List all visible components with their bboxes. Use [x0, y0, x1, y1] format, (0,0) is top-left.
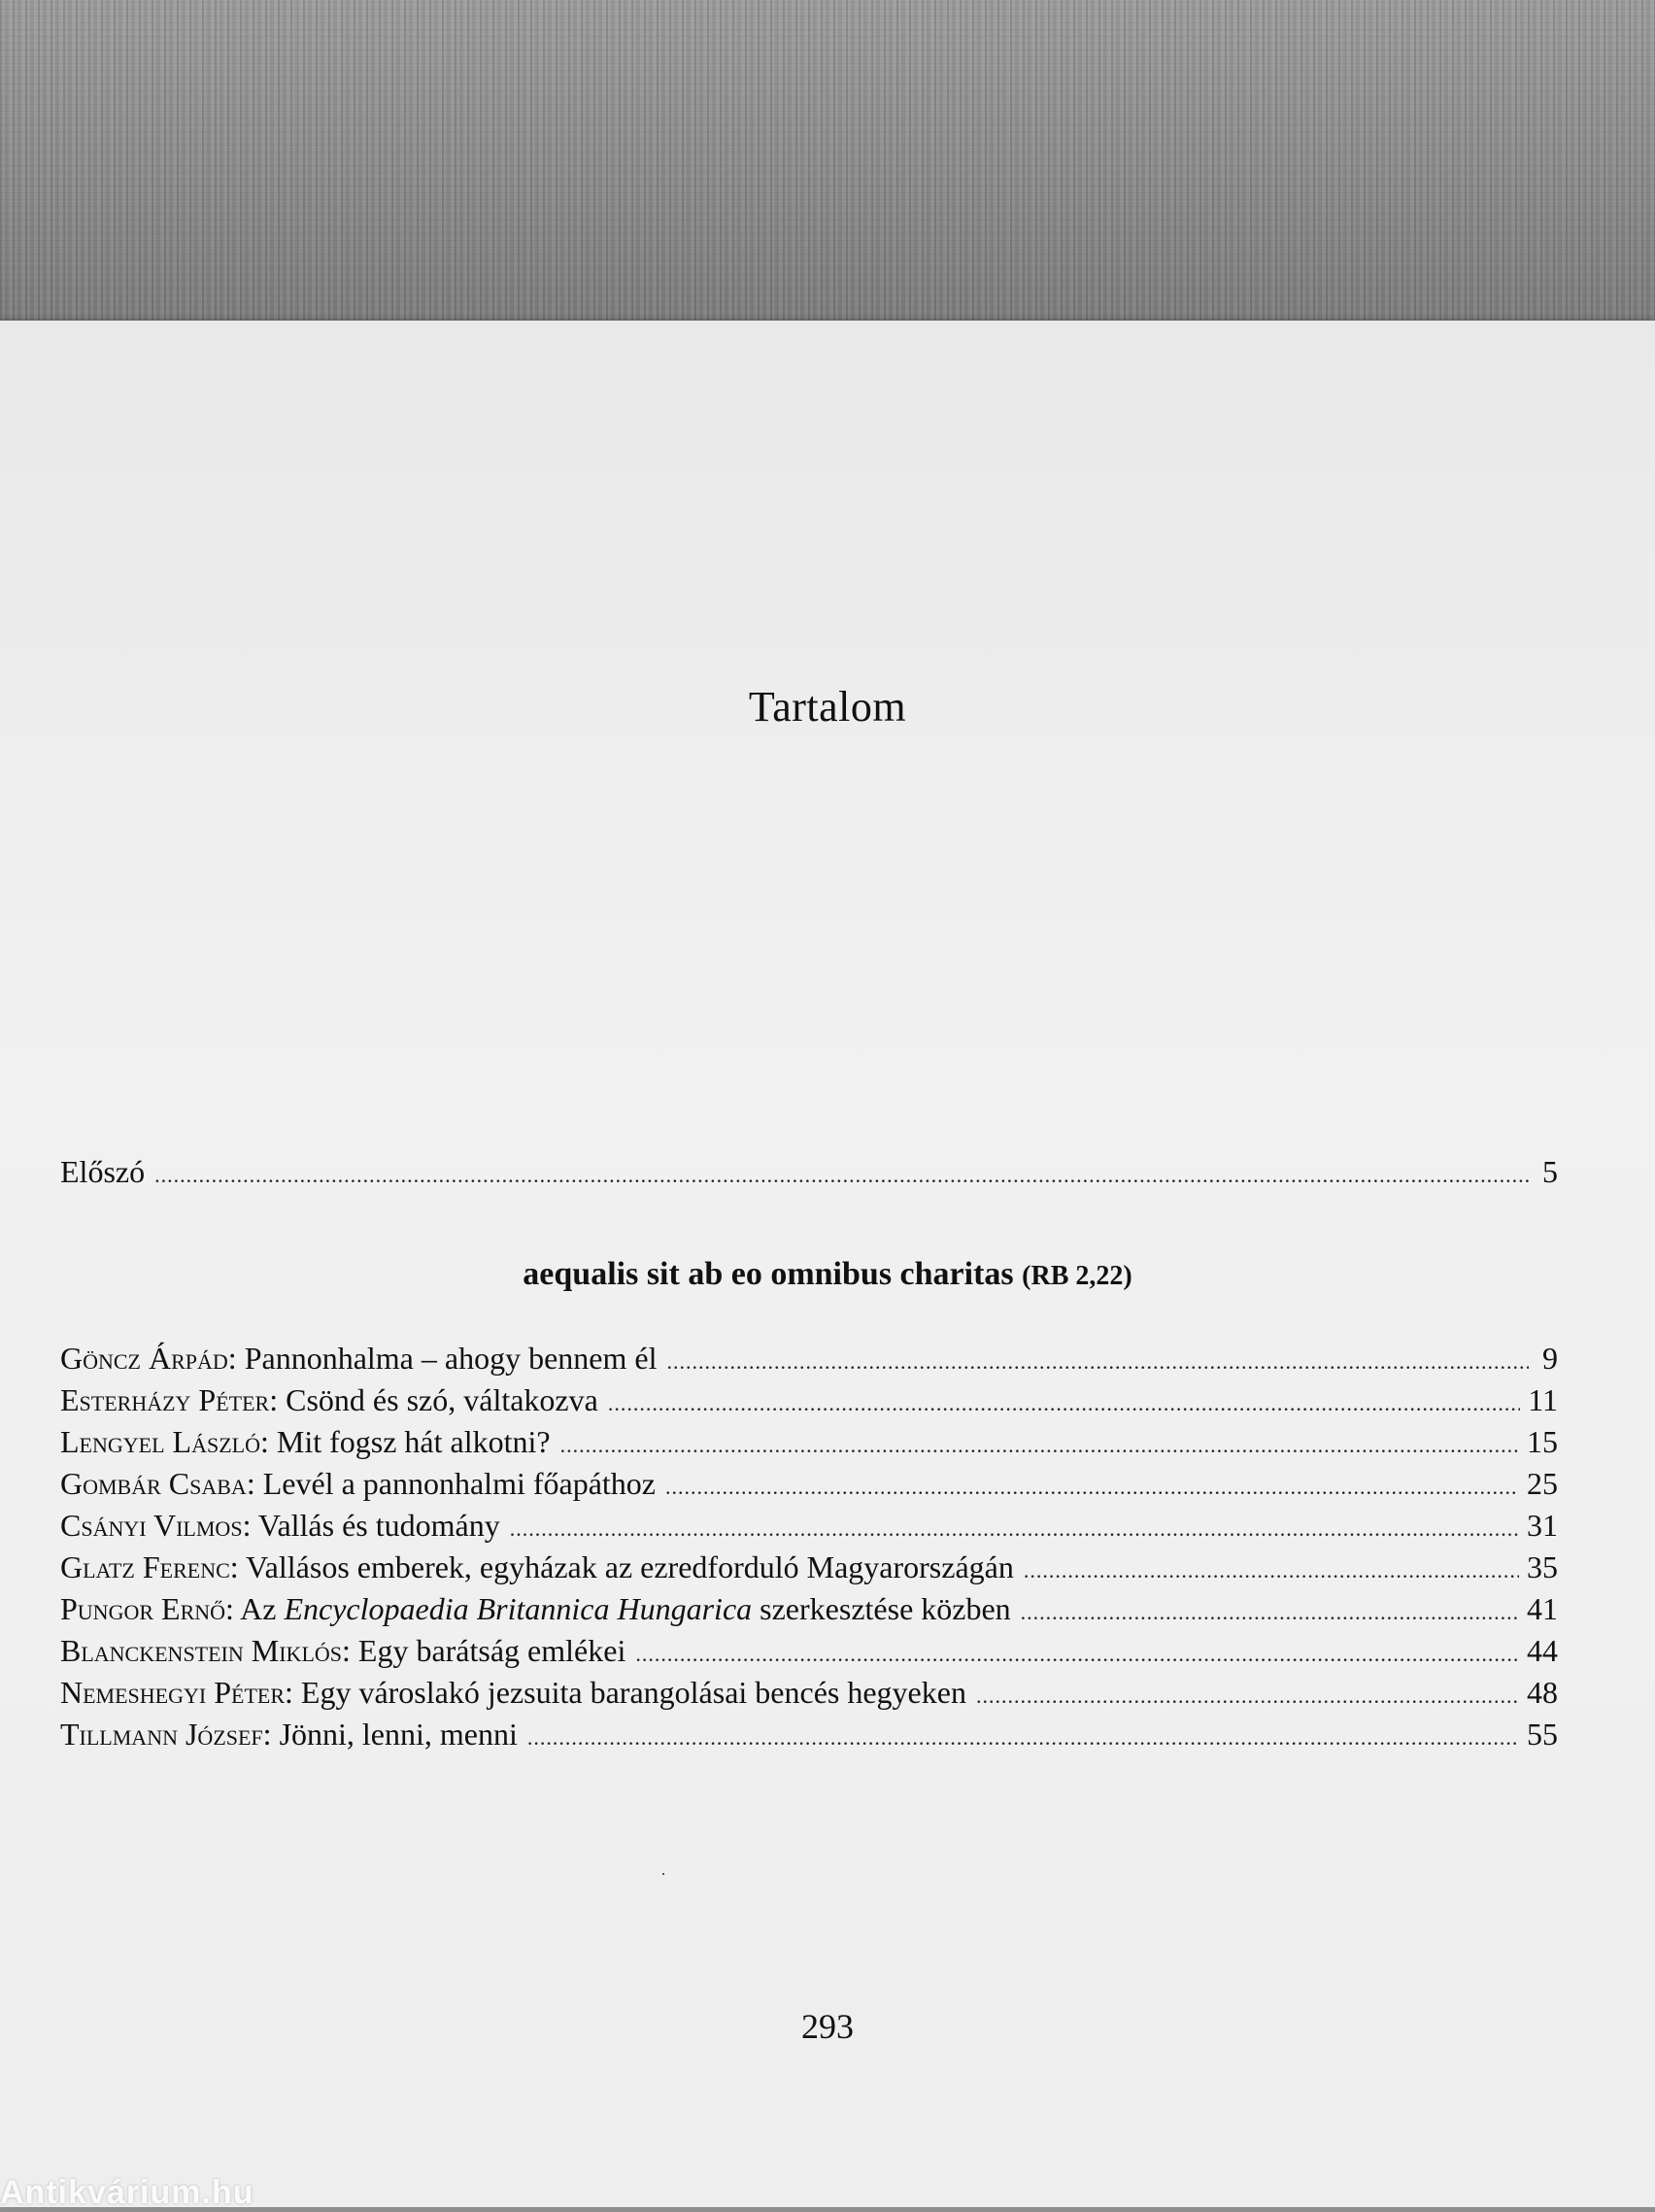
toc-entry	[60, 1508, 1558, 1548]
entry-title: Jönni, lenni, menni	[279, 1717, 518, 1752]
section-heading	[0, 1256, 1655, 1293]
toc-entry-text: Göncz Árpád: Pannonhalma – ahogy bennem él	[60, 1341, 658, 1376]
entry-title: Vallás és tudomány	[257, 1508, 500, 1543]
dot-leader	[1021, 1600, 1519, 1625]
toc-entry	[60, 1675, 1558, 1716]
toc-entry-text: Esterházy Péter: Csönd és szó, váltakozva	[60, 1382, 598, 1417]
toc-entry-text: Lengyel László: Mit fogsz hát alkotni?	[60, 1424, 551, 1459]
toc-page-number: 15	[1527, 1424, 1558, 1459]
watermark: Antikvárium.hu	[0, 2174, 254, 2211]
toc-entry-preface	[60, 1154, 1558, 1195]
toc-page-number: 55	[1527, 1717, 1558, 1752]
dot-leader	[608, 1391, 1520, 1416]
section-heading-text: aequalis sit ab eo omnibus charitas	[523, 1256, 1014, 1292]
entry-title-after: szerkesztése közben	[752, 1591, 1011, 1626]
entry-author: Csányi Vilmos	[60, 1508, 243, 1543]
entry-author: Esterházy Péter	[60, 1382, 270, 1417]
dot-leader	[1024, 1558, 1519, 1583]
entry-title: Vallásos emberek, egyházak az ezredforduló Magyarországán	[246, 1549, 1014, 1584]
entry-author: Lengyel László	[60, 1424, 260, 1459]
toc-entry-text: Gombár Csaba: Levél a pannonhalmi főapáthoz	[60, 1466, 656, 1501]
entry-title: Mit fogsz hát alkotni?	[276, 1424, 551, 1459]
toc-entry	[60, 1633, 1558, 1674]
entry-title: Egy barátság emlékei	[357, 1633, 626, 1668]
toc-page-number: 41	[1527, 1591, 1558, 1626]
entry-title: Csönd és szó, váltakozva	[286, 1382, 598, 1417]
dot-leader	[666, 1349, 1529, 1375]
entry-title: Pannonhalma – ahogy bennem él	[244, 1341, 658, 1376]
toc-entry	[60, 1382, 1558, 1423]
toc-page-number: 48	[1527, 1675, 1558, 1710]
entry-author: Blanckenstein Miklós	[60, 1633, 342, 1668]
page-title: Tartalom	[748, 683, 907, 731]
toc-page-number: 11	[1528, 1382, 1558, 1417]
toc-page-number: 31	[1527, 1508, 1558, 1543]
toc-page-number: 44	[1527, 1633, 1558, 1668]
toc-entry-text: Glatz Ferenc: Vallásos emberek, egyházak az ezredforduló Magyarországán	[60, 1549, 1014, 1584]
entry-title: Egy városlakó jezsuita barangolásai bencés hegyeken	[300, 1675, 966, 1710]
ink-speck	[662, 1873, 664, 1875]
toc-entry	[60, 1717, 1558, 1757]
toc-entry-text: Tillmann József: Jönni, lenni, menni	[60, 1717, 518, 1752]
dot-leader	[976, 1684, 1519, 1709]
entry-author: Glatz Ferenc	[60, 1549, 230, 1584]
toc-entry-label: Előszó	[60, 1154, 146, 1189]
toc-page-number: 35	[1527, 1549, 1558, 1584]
toc-entry	[60, 1591, 1558, 1632]
toc-entry-text: Blanckenstein Miklós: Egy barátság emlékei	[60, 1633, 626, 1668]
dot-leader	[665, 1475, 1519, 1500]
toc-page-number: 5	[1542, 1154, 1558, 1189]
entry-author: Nemeshegyi Péter	[60, 1675, 285, 1710]
dot-leader	[154, 1163, 1529, 1188]
dot-leader	[635, 1642, 1519, 1667]
page-number: 293	[801, 2007, 854, 2046]
entry-author: Pungor Ernő	[60, 1591, 226, 1626]
toc-entry-text: Pungor Ernő: Az Encyclopaedia Britannica Hungarica szerkesztése közben	[60, 1591, 1011, 1626]
toc-entry-text: Nemeshegyi Péter: Egy városlakó jezsuita barangolásai bencés hegyeken	[60, 1675, 966, 1710]
dot-leader	[527, 1725, 1519, 1751]
dot-leader	[510, 1516, 1519, 1542]
toc-entry	[60, 1549, 1558, 1590]
toc-entry	[60, 1466, 1558, 1507]
section-reference: (RB 2,22)	[1022, 1261, 1132, 1291]
entry-author: Gombár Csaba	[60, 1466, 247, 1501]
dot-leader	[560, 1433, 1519, 1458]
toc-page-number: 9	[1542, 1341, 1558, 1376]
toc-entry	[60, 1341, 1558, 1381]
toc-entry-text: Csányi Vilmos: Vallás és tudomány	[60, 1508, 500, 1543]
entry-author: Göncz Árpád	[60, 1341, 228, 1376]
toc-entry	[60, 1424, 1558, 1465]
entry-title-italic: Encyclopaedia Britannica Hungarica	[284, 1591, 753, 1626]
toc-page-number: 25	[1527, 1466, 1558, 1501]
entry-title: Levél a pannonhalmi főapáthoz	[262, 1466, 656, 1501]
wooden-table-background	[0, 0, 1655, 323]
entry-author: Tillmann József	[60, 1717, 263, 1752]
entry-title-before: Az	[240, 1591, 285, 1626]
